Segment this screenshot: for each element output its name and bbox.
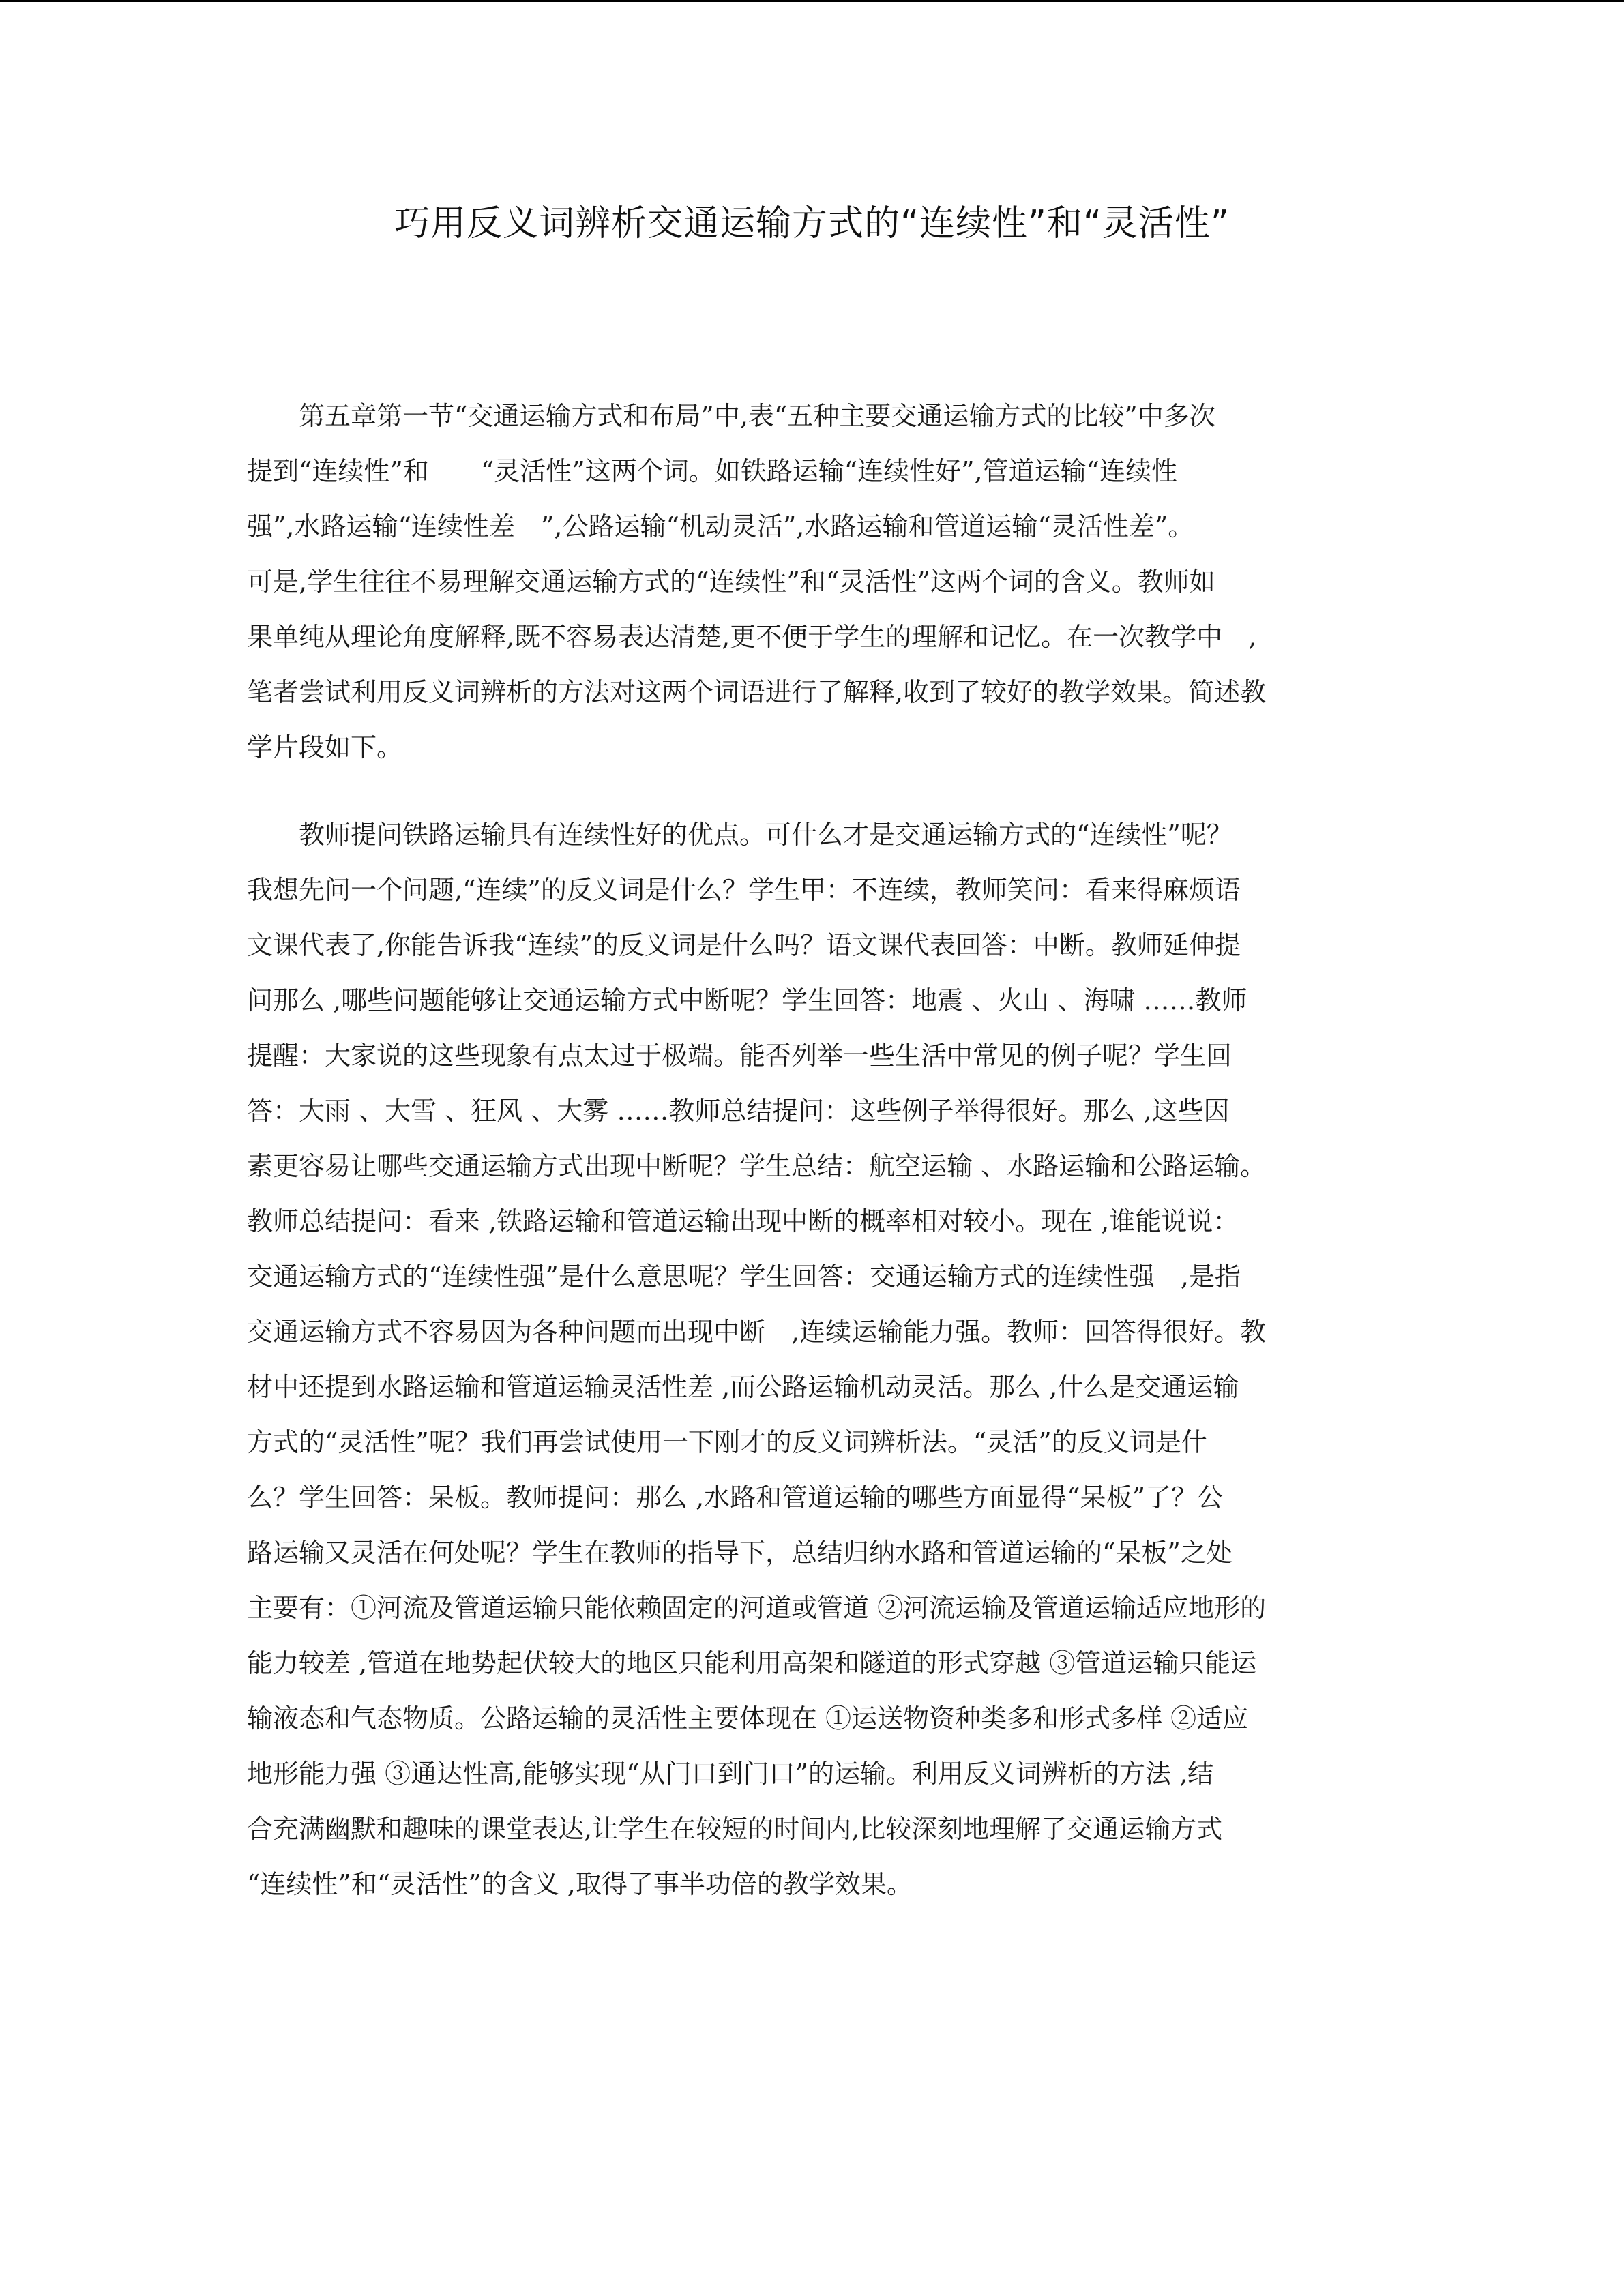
text-line: 可是,学生往往不易理解交通运输方式的“连续性”和“灵活性”这两个词的含义。教师如 xyxy=(247,567,1215,597)
text-line: 材中还提到水路运输和管道运输灵活性差 ,而公路运输机动灵活。那么 ,什么是交通运输 xyxy=(247,1372,1239,1402)
text-line: 方式的“灵活性”呢？我们再尝试使用一下刚才的反义词辨析法。“灵活”的反义词是什 xyxy=(247,1427,1207,1457)
text-line: 交通运输方式不容易因为各种问题而出现中断 ,连续运输能力强。教师：回答得很好。教 xyxy=(247,1317,1267,1347)
text-line: 素更容易让哪些交通运输方式出现中断呢？学生总结：航空运输 、水路运输和公路运输。 xyxy=(247,1151,1267,1181)
text-line: 问那么 ,哪些问题能够让交通运输方式中断呢？学生回答：地震 、火山 、海啸 ……教师 xyxy=(247,985,1247,1015)
text-line: 提到“连续性”和 “灵活性”这两个词。如铁路运输“连续性好”,管道运输“连续性 xyxy=(247,456,1178,486)
text-line: 我想先问一个问题,“连续”的反义词是什么？学生甲：不连续，教师笑问：看来得麻烦语 xyxy=(247,875,1241,905)
text-line: “连续性”和“灵活性”的含义 ,取得了事半功倍的教学效果。 xyxy=(247,1869,913,1899)
document-title: 巧用反义词辨析交通运输方式的“连续性”和“灵活性” xyxy=(394,203,1230,244)
text-line: 主要有：①河流及管道运输只能依赖固定的河道或管道 ②河流运输及管道运输适应地形的 xyxy=(247,1593,1267,1623)
text-line: 教师提问铁路运输具有连续性好的优点。可什么才是交通运输方式的“连续性”呢？ xyxy=(247,820,1232,850)
text-line: 强”,水路运输“连续性差 ”,公路运输“机动灵活”,水路运输和管道运输“灵活性差”。 xyxy=(247,511,1194,541)
text-line: 学片段如下。 xyxy=(247,732,403,762)
text-line: 果单纯从理论角度解释,既不容易表达清楚,更不便于学生的理解和记忆。在一次教学中 , xyxy=(247,622,1257,652)
text-line: 笔者尝试利用反义词辨析的方法对这两个词语进行了解释,收到了较好的教学效果。简述教 xyxy=(247,677,1267,707)
text-line: 路运输又灵活在何处呢？学生在教师的指导下，总结归纳水路和管道运输的“呆板”之处 xyxy=(247,1538,1232,1568)
text-line: 地形能力强 ③通达性高,能够实现“从门口到门口”的运输。利用反义词辨析的方法 ,结 xyxy=(247,1759,1214,1789)
text-line: 能力较差 ,管道在地势起伏较大的地区只能利用高架和隧道的形式穿越 ③管道运输只能运 xyxy=(247,1648,1257,1678)
text-line: 提醒：大家说的这些现象有点太过于极端。能否列举一些生活中常见的例子呢？学生回 xyxy=(247,1041,1232,1071)
text-line: 答：大雨 、大雪 、狂风 、大雾 ……教师总结提问：这些例子举得很好。那么 ,这些因 xyxy=(247,1096,1230,1126)
text-line: 合充满幽默和趣味的课堂表达,让学生在较短的时间内,比较深刻地理解了交通运输方式 xyxy=(247,1814,1223,1844)
page-top-border xyxy=(0,0,1624,2)
text-line: 文课代表了,你能告诉我“连续”的反义词是什么吗？语文课代表回答：中断。教师延伸提 xyxy=(247,930,1241,960)
paragraph-teaching-segment xyxy=(247,807,1379,1912)
text-line: 教师总结提问：看来 ,铁路运输和管道运输出现中断的概率相对较小。现在 ,谁能说说： xyxy=(247,1206,1239,1236)
paragraph-intro xyxy=(247,389,1379,775)
text-line: 么？学生回答：呆板。教师提问：那么 ,水路和管道运输的哪些方面显得“呆板”了？公 xyxy=(247,1482,1224,1512)
text-line: 交通运输方式的“连续性强”是什么意思呢？学生回答：交通运输方式的连续性强 ,是指 xyxy=(247,1262,1241,1292)
text-line: 第五章第一节“交通运输方式和布局”中,表“五种主要交通运输方式的比较”中多次 xyxy=(247,401,1215,431)
text-line: 输液态和气态物质。公路运输的灵活性主要体现在 ①运送物资种类多和形式多样 ②适应 xyxy=(247,1703,1249,1733)
